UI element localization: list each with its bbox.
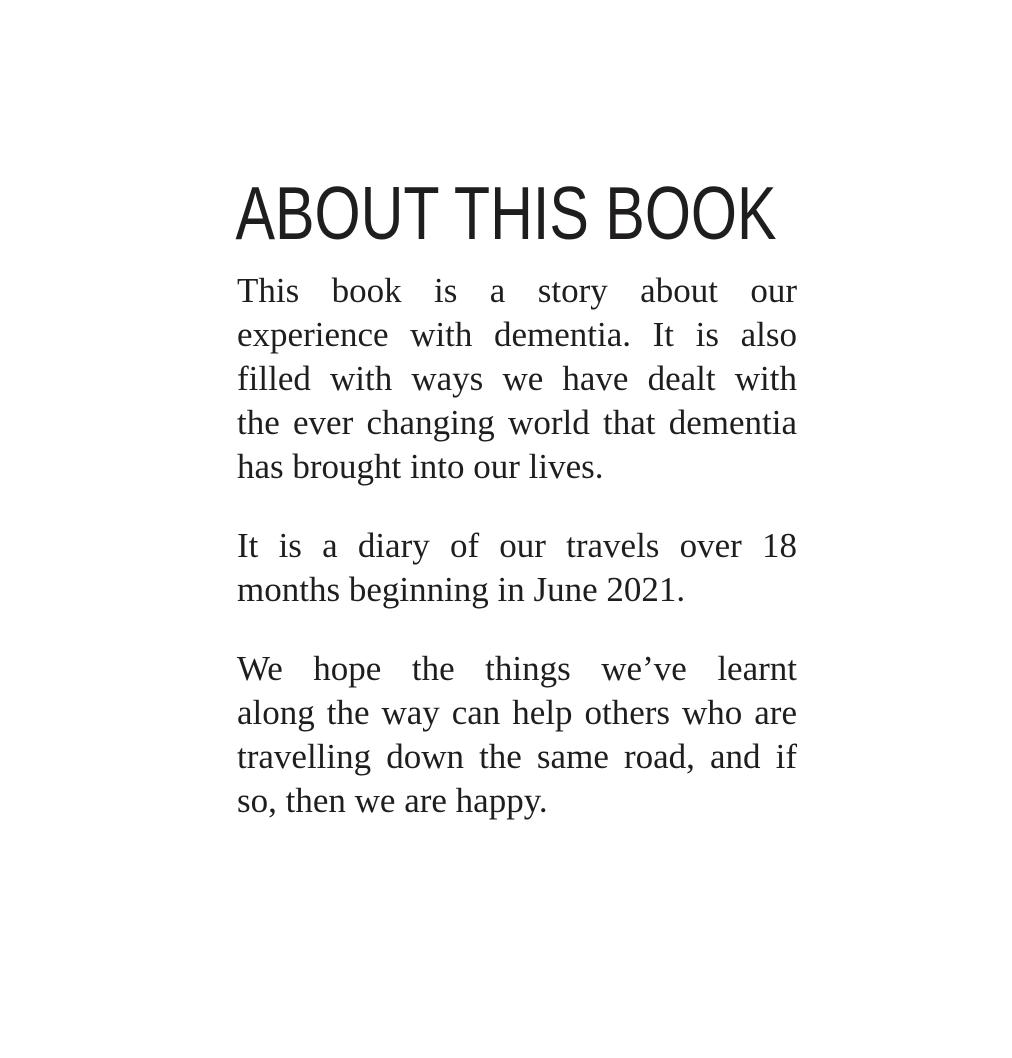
text-line: has brought into our lives. bbox=[237, 447, 604, 486]
text-line: experience with dementia. It is also bbox=[237, 315, 797, 354]
paragraph bbox=[237, 647, 797, 823]
paragraph bbox=[237, 524, 797, 612]
text-line: filled with ways we have dealt with bbox=[237, 359, 797, 398]
text-line: the ever changing world that dementia bbox=[237, 403, 797, 442]
text-line: so, then we are happy. bbox=[237, 781, 548, 820]
text-line: along the way can help others who are bbox=[237, 693, 797, 732]
paragraph bbox=[237, 269, 797, 489]
text-line: months beginning in June 2021. bbox=[237, 570, 686, 609]
body-text bbox=[237, 269, 797, 858]
text-line: This book is a story about our bbox=[237, 271, 797, 310]
text-line: travelling down the same road, and if bbox=[237, 737, 797, 776]
text-line: It is a diary of our travels over 18 bbox=[237, 526, 797, 565]
page-title: ABOUT THIS BOOK bbox=[235, 171, 777, 255]
text-line: We hope the things we’ve learnt bbox=[237, 649, 797, 688]
